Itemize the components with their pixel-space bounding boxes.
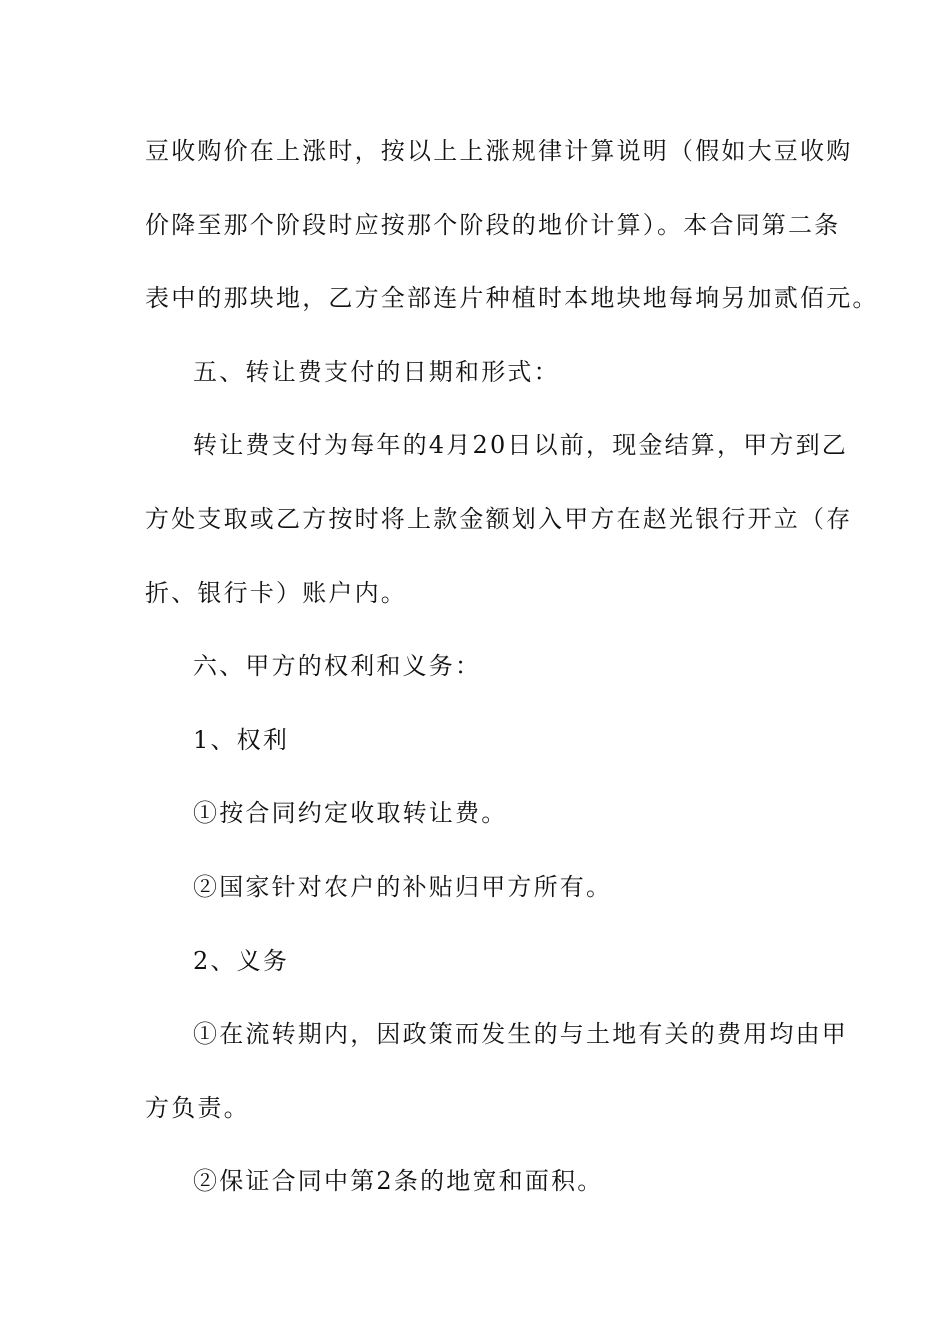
- text-line-6: 方处支取或乙方按时将上款金额划入甲方在赵光银行开立（存: [145, 504, 853, 533]
- text-line-1: 豆收购价在上涨时，按以上上涨规律计算说明（假如大豆收购: [145, 137, 853, 165]
- text-line-3: 表中的那块地，乙方全部连片种植时本地块地每垧另加贰佰元。: [145, 284, 879, 313]
- section-heading-5: 五、转让费支付的日期和形式：: [193, 357, 560, 386]
- text-line-2: 价降至那个阶段时应按那个阶段的地价计算）。本合同第二条: [145, 210, 841, 239]
- text-line-5: 转让费支付为每年的4月20日以前，现金结算，甲方到乙: [193, 431, 849, 460]
- rights-item-1: ①按合同约定收取转让费。: [193, 799, 508, 828]
- rights-item-2: ②国家针对农户的补贴归甲方所有。: [193, 872, 613, 901]
- obligations-item-1: ①在流转期内，因政策而发生的与土地有关的费用均由甲: [193, 1020, 848, 1049]
- text-line-7: 折、银行卡）账户内。: [145, 578, 407, 607]
- document-body: [145, 131, 879, 1235]
- obligations-item-1-cont: 方负责。: [145, 1093, 250, 1122]
- obligations-item-2: ②保证合同中第2条的地宽和面积。: [193, 1167, 604, 1196]
- subheading-obligations: 2、义务: [193, 946, 290, 975]
- subheading-rights: 1、权利: [193, 725, 290, 754]
- section-heading-6: 六、甲方的权利和义务：: [193, 652, 482, 681]
